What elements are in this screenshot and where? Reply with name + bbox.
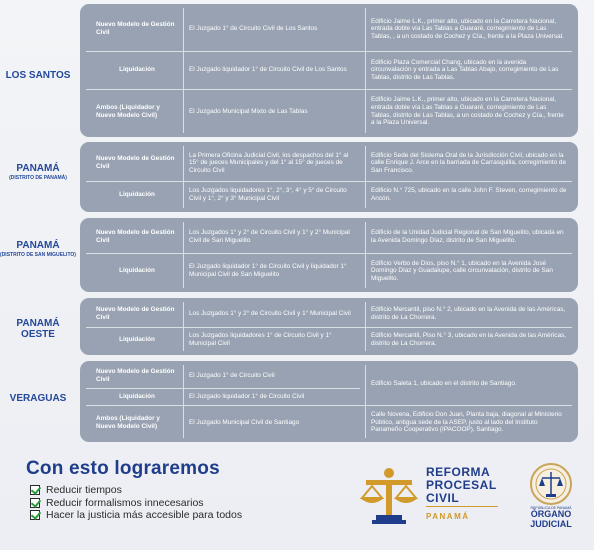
address-cell: Edificio Saleta 1, ubicado en el distrito de Santiago. — [371, 380, 517, 388]
case-type-cell: Liquidación — [119, 191, 155, 199]
region-name: PANAMÁ — [16, 163, 60, 174]
table-row — [86, 254, 572, 288]
address-cell: Edificio Plaza Comercial Chang, ubicado en la avenida circunvalación y entrada a Las Tablas Abajo, corregimiento de Las Tablas, distrito de Las Tablas. — [371, 58, 559, 81]
region-subname: (DISTRITO DE SAN MIGUELITO) — [0, 252, 76, 258]
case-type-cell: Nuevo Modelo de Gestión Civil — [96, 155, 175, 170]
table-row — [86, 222, 572, 252]
table-row — [86, 146, 572, 180]
case-type-cell: Nuevo Modelo de Gestión Civil — [96, 229, 175, 244]
court-cell: Los Juzgados 1° y 2° de Circuito Civil y 1° y 2° Municipal Civil de San Miguelito — [189, 229, 350, 244]
region-name: PANAMÁ — [16, 240, 60, 251]
region-label — [0, 70, 76, 81]
address-cell: Edificio N.° 725, ubicado en la calle John F. Steven, corregimiento de Ancón. — [371, 187, 567, 202]
region-card — [80, 4, 578, 137]
checkbox-checked-icon — [30, 498, 40, 508]
reforma-procesal-civil-logo — [356, 462, 504, 530]
case-type-cell: Nuevo Modelo de Gestión Civil — [96, 21, 175, 36]
court-cell: La Primera Oficina Judicial Civil, los despachos del 1° al 15° de jueces Municipales y del 1° al 15° de jueces de Circuito Civil — [189, 151, 349, 174]
case-type-cell: Ambos (Liquidador y Nuevo Modelo Civil) — [96, 103, 160, 119]
region-card — [80, 218, 578, 292]
list-item: Hacer la justicia más accesible para todos — [30, 509, 242, 522]
case-type-cell: Liquidación — [119, 392, 155, 400]
table-row — [86, 182, 572, 208]
table-row — [86, 406, 572, 439]
table-row — [86, 8, 572, 50]
address-cell: Edificio Mercantil, piso N.° 2, ubicado en la Avenida de las Américas, distrito de La Chorrera. — [371, 306, 566, 321]
region-label — [0, 318, 76, 340]
case-type-cell: Liquidación — [119, 66, 155, 74]
table-row — [86, 328, 572, 352]
footer-title: Con esto lograremos — [26, 458, 220, 479]
list-item: Reducir formalismos innecesarios — [30, 497, 242, 510]
region-name: LOS SANTOS — [5, 70, 71, 81]
organo-judicial-logo — [516, 462, 586, 534]
case-type-cell: Nuevo Modelo de Gestión Civil — [96, 306, 175, 321]
region-card — [80, 298, 578, 355]
case-type-cell: Nuevo Modelo de Gestión Civil — [96, 368, 175, 383]
organo-country-label: REPÚBLICA DE PANAMÁ — [530, 506, 572, 510]
court-cell: El Juzgado 1° de Circuito Civil de Los Santos — [189, 25, 318, 33]
address-cell: Edificio de la Unidad Judicial Regional de San Miguelito, ubicada en la Avenida Domingo Díaz, distrito de San Miguelito. — [371, 229, 564, 244]
address-cell: Edificio Mercantil, Piso N.° 3, ubicado en la Avenida de las Américas, distrito de La Chorrera. — [371, 332, 566, 347]
address-cell: Edificio Verbo de Dios, piso N.° 1, ubicado en la Avenida José Domingo Díaz y Guadalupe, calle circunvalación, distrito de San Miguelito. — [371, 259, 553, 282]
region-name: PANAMÁ OESTE — [16, 318, 60, 340]
region-name: VERAGUAS — [9, 393, 67, 404]
checkbox-checked-icon — [30, 485, 40, 495]
list-item: Reducir tiempos — [30, 484, 242, 497]
table-row — [86, 389, 572, 404]
court-cell: El Juzgado Municipal Mixto de Las Tablas — [189, 107, 308, 115]
region-subname: (DISTRITO DE PANAMÁ) — [9, 175, 67, 181]
address-cell: Edificio Sede del Sistema Oral de la Jurisdicción Civil, ubicado en la calle Enrique J. Arce en la barriada de Carrasquilla, corregimiento de San Francisco. — [371, 151, 567, 174]
reforma-wordmark: REFORMA PROCESAL CIVIL — [426, 465, 497, 505]
address-cell: Edificio Jaime L.K., primer alto, ubicado en la Carretera Nacional, entrada doble vía Las Tablas a Guararé, corregimiento de Las Tablas, , a un costado de Cochez y Cía., frente a la Plaza Universal. — [371, 17, 564, 40]
court-cell: El Juzgado liquidador 1° de Circuito Civil de Los Santos — [189, 66, 347, 74]
case-type-cell: Liquidación — [119, 336, 155, 344]
court-cell: El Juzgado liquidador 1° de Circuito Civil — [189, 392, 305, 400]
region-label — [0, 393, 76, 404]
court-cell: El Juzgado 1° de Circuito Civil — [189, 372, 275, 380]
reforma-panama-label: PANAMÁ — [426, 512, 470, 521]
organo-wordmark: ÓRGANO JUDICIAL — [530, 509, 572, 529]
table-row — [86, 302, 572, 326]
address-cell: Edificio Jaime L.K., primer alto, ubicado en la Carretera Nacional, entrada doble vía Las Tablas a Guararé, corregimiento de Las Tablas, distrito de Las Tablas, a un costado de Cochez y Cía., frente a la Plaza Universal. — [371, 96, 564, 127]
case-type-cell: Ambos (Liquidador y Nuevo Modelo Civil) — [96, 414, 160, 430]
region-card — [80, 142, 578, 212]
table-row — [86, 90, 572, 133]
region-card — [80, 361, 578, 442]
court-cell: Los Juzgados 1° y 2° de Circuito Civil y 1° Municipal Civil — [189, 310, 351, 318]
benefits-list — [30, 484, 242, 522]
region-label — [0, 163, 76, 181]
address-cell: Calle Novena, Edificio Don Juan, Planta baja, diagonal al Ministerio Público, antigua sede de la ASEP, justo al lado del Instituto Panameño Cooperativo (IPACOOP), Santiago. — [371, 411, 562, 434]
court-cell: Los Juzgados liquidadores 1° de Circuito Civil y 1° Municipal Civil — [189, 332, 332, 347]
region-label — [0, 240, 76, 258]
checkbox-checked-icon — [30, 510, 40, 520]
table-row — [86, 52, 572, 88]
scales-of-justice-icon — [358, 464, 420, 526]
court-cell: El Juzgado Municipal Civil de Santiago — [189, 418, 300, 426]
case-type-cell: Liquidación — [119, 267, 155, 275]
judicial-seal-icon — [529, 462, 573, 506]
court-cell: Los Juzgados liquidadores 1°, 2°, 3°, 4° y 5° de Circuito Civil y 1°, 2° y 3° Municipal Civil — [189, 187, 347, 202]
court-cell: El Juzgado liquidador 1° de Circuito Civil y liquidador 1° Municipal Civil de San Miguelito — [189, 263, 347, 278]
